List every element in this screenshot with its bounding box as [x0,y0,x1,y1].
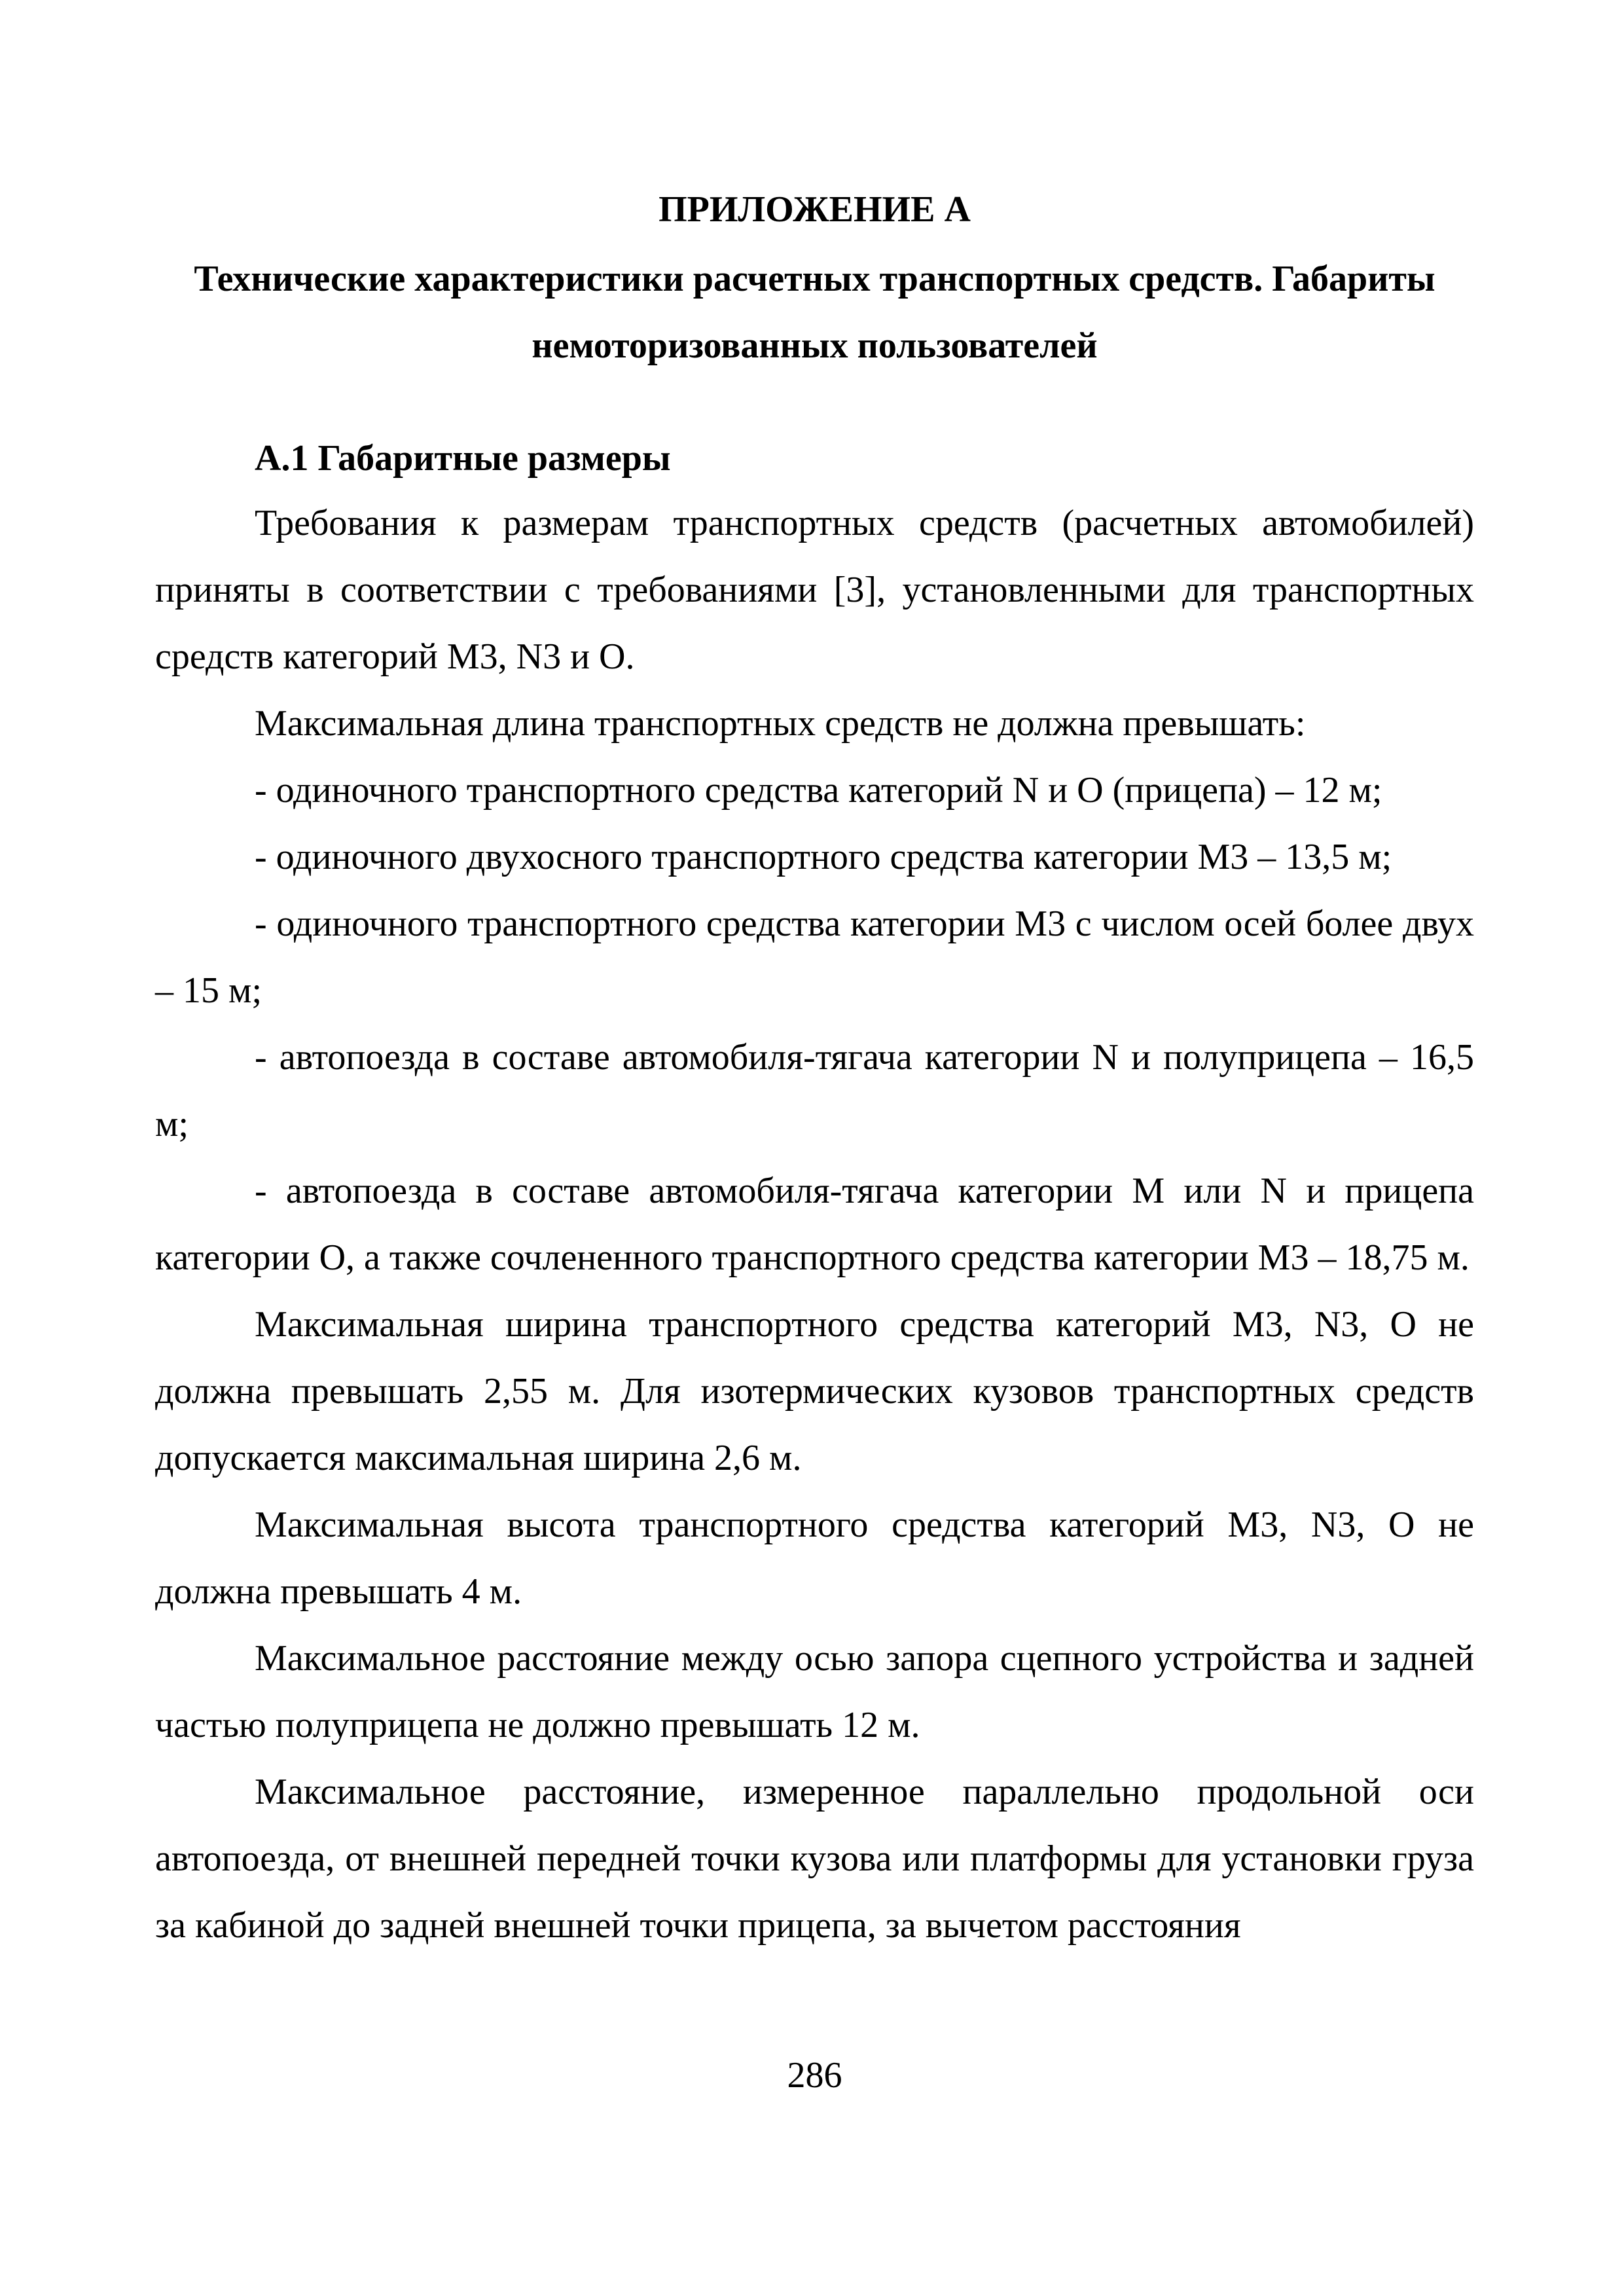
body-text [155,490,1474,1959]
appendix-subtitle: Технические характеристики расчетных транспортных средств. Габариты немоторизованных пользователей [194,259,1435,366]
page-number: 286 [787,2055,842,2096]
list-item: - автопоезда в составе автомобиля-тягача категории N и полуприцепа – 16,5 м; [155,1037,1474,1144]
paragraph-max-height: Максимальная высота транспортного средства категорий М3, N3, О не должна превышать 4 м. [155,1504,1474,1612]
appendix-title: ПРИЛОЖЕНИЕ А [659,189,971,230]
section-heading: А.1 Габаритные размеры [255,438,671,479]
paragraph-road-train-distance: Максимальное расстояние, измеренное параллельно продольной оси автопоезда, от внешней передней точки кузова или платформы для установки груза за кабиной до задней внешней точки прицепа, за вычетом расстояния [155,1772,1474,1946]
paragraph-requirements: Требования к размерам транспортных средств (расчетных автомобилей) приняты в соответствии с требованиями [3], установленными для транспортных средств категорий М3, N3 и О. [155,503,1474,677]
list-item: - одиночного транспортного средства категорий N и О (прицепа) – 12 м; [255,770,1382,811]
document-page [155,0,1474,2296]
list-item: - одиночного транспортного средства категории М3 с числом осей более двух – 15 м; [155,903,1474,1011]
paragraph-max-width: Максимальная ширина транспортного средства категорий М3, N3, О не должна превышать 2,55 м. Для изотермических кузовов транспортных средств допускается максимальная ширина 2,6 м. [155,1304,1474,1478]
list-item: - автопоезда в составе автомобиля-тягача категории M или N и прицепа категории О, а также сочлененного транспортного средства категории М3 – 18,75 м. [155,1171,1474,1278]
list-item: - одиночного двухосного транспортного средства категории М3 – 13,5 м; [255,837,1392,877]
paragraph-coupling-distance: Максимальное расстояние между осью запора сцепного устройства и задней частью полуприцепа не должно превышать 12 м. [155,1638,1474,1745]
paragraph-max-length-intro: Максимальная длина транспортных средств не должна превышать: [255,703,1306,744]
